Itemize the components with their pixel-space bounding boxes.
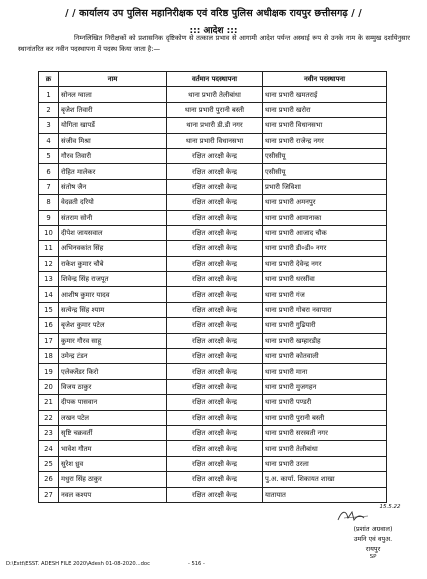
row-new-posting: थाना प्रभारी मुजगहन	[263, 379, 387, 394]
row-name: उमेन्द्र टंडन	[59, 349, 167, 364]
table-row	[39, 441, 387, 456]
row-current-posting: थाना प्रभारी तेलीबांधा	[167, 87, 263, 102]
row-name: दीपेश जायसवाल	[59, 225, 167, 240]
row-serial: 14	[39, 287, 59, 302]
table-row	[39, 318, 387, 333]
row-current-posting: रक्षित आरक्षी केन्द्र	[167, 225, 263, 240]
row-current-posting: थाना प्रभारी डी.डी नगर	[167, 118, 263, 133]
row-new-posting: थाना प्रभारी गोबरा नवापारा	[263, 302, 387, 317]
row-new-posting: थाना प्रभारी कोतवाली	[263, 349, 387, 364]
row-name: सृष्टि चक्रवर्ती	[59, 425, 167, 440]
signatory-name: (प्रशांत अग्रवाल)	[353, 525, 393, 533]
table-row	[39, 195, 387, 210]
row-name: लखन पटेल	[59, 410, 167, 425]
row-serial: 5	[39, 148, 59, 163]
signatory-place: रायपुर	[365, 545, 381, 553]
row-new-posting: थाना प्रभारी देवेन्द्र नगर	[263, 256, 387, 271]
row-name: सुरेश ध्रुव	[59, 456, 167, 471]
row-serial: 10	[39, 225, 59, 240]
table-row	[39, 410, 387, 425]
row-current-posting: रक्षित आरक्षी केन्द्र	[167, 272, 263, 287]
table-row	[39, 333, 387, 348]
row-serial: 25	[39, 456, 59, 471]
order-paragraph-text: निम्नलिखित निरीक्षकों को प्रशासनिक दृष्टिकोण से तत्काल प्रभाव से आगामी आदेश पर्यन्त अस्थाई रूप से उनके नाम के सम्मुख दर्शायेनुसार स्थानांतरित कर नवीन पदस्थापना में पदस्थ किया जाता है:—	[18, 34, 410, 53]
row-serial: 26	[39, 472, 59, 487]
footer	[6, 561, 306, 567]
row-name: योगिता खापर्डे	[59, 118, 167, 133]
row-current-posting: रक्षित आरक्षी केन्द्र	[167, 410, 263, 425]
row-name: सत्येन्द्र सिंह श्याम	[59, 302, 167, 317]
row-new-posting: थाना प्रभारी सरस्वती नगर	[263, 425, 387, 440]
row-serial: 6	[39, 164, 59, 179]
table-row	[39, 425, 387, 440]
table-row	[39, 148, 387, 163]
row-new-posting: थाना प्रभारी पुरानी बस्ती	[263, 410, 387, 425]
table-row	[39, 133, 387, 148]
row-name: संतोष जैन	[59, 179, 167, 194]
row-current-posting: रक्षित आरक्षी केन्द्र	[167, 179, 263, 194]
row-current-posting: रक्षित आरक्षी केन्द्र	[167, 287, 263, 302]
row-name: भावेश गौतम	[59, 441, 167, 456]
header-serial: क्र	[39, 72, 59, 87]
row-new-posting: थाना प्रभारी पण्डरी	[263, 395, 387, 410]
row-current-posting: रक्षित आरक्षी केन्द्र	[167, 210, 263, 225]
table-row	[39, 241, 387, 256]
row-name: वेदव्रती दरियो	[59, 195, 167, 210]
row-name: विजय ठाकुर	[59, 379, 167, 394]
row-current-posting: रक्षित आरक्षी केन्द्र	[167, 364, 263, 379]
table-row	[39, 472, 387, 487]
row-name: एलेक्जेंडर किरो	[59, 364, 167, 379]
row-current-posting: रक्षित आरक्षी केन्द्र	[167, 487, 263, 502]
row-name: कुमार गौरव साहू	[59, 333, 167, 348]
table-row	[39, 256, 387, 271]
header-current-posting: वर्तमान पदस्थापना	[167, 72, 263, 87]
row-serial: 13	[39, 272, 59, 287]
row-name: आशीष कुमार यादव	[59, 287, 167, 302]
row-current-posting: रक्षित आरक्षी केन्द्र	[167, 379, 263, 394]
row-name: नवल कश्यप	[59, 487, 167, 502]
row-current-posting: रक्षित आरक्षी केन्द्र	[167, 456, 263, 471]
row-new-posting: थाना प्रभारी डी०डी० नगर	[263, 241, 387, 256]
row-new-posting: थाना प्रभारी गंज	[263, 287, 387, 302]
table-row	[39, 179, 387, 194]
office-header: / / कार्यालय उप पुलिस महानिरीक्षक एवं वरिष्ठ पुलिस अधीक्षक रायपुर छत्तीसगढ़ / /	[65, 8, 362, 19]
row-serial: 19	[39, 364, 59, 379]
row-current-posting: रक्षित आरक्षी केन्द्र	[167, 395, 263, 410]
row-current-posting: रक्षित आरक्षी केन्द्र	[167, 441, 263, 456]
row-name: बृजेश कुमार पटेल	[59, 318, 167, 333]
row-current-posting: रक्षित आरक्षी केन्द्र	[167, 148, 263, 163]
row-new-posting: पु.अ. कार्या. शिकायत शाखा	[263, 472, 387, 487]
row-current-posting: रक्षित आरक्षी केन्द्र	[167, 318, 263, 333]
row-serial: 9	[39, 210, 59, 225]
table-row	[39, 456, 387, 471]
row-new-posting: एसीसीयू	[263, 164, 387, 179]
table-row	[39, 302, 387, 317]
row-serial: 8	[39, 195, 59, 210]
row-serial: 20	[39, 379, 59, 394]
table-row	[39, 164, 387, 179]
row-new-posting: थाना प्रभारी आजाद चौक	[263, 225, 387, 240]
row-name: गौरव तिवारी	[59, 148, 167, 163]
table-row	[39, 118, 387, 133]
row-name: सोनल ग्वाला	[59, 87, 167, 102]
row-new-posting: थाना प्रभारी राजेन्द्र नगर	[263, 133, 387, 148]
header-new-posting: नवीन पदस्थापना	[263, 72, 387, 87]
row-name: राकेश कुमार चौबे	[59, 256, 167, 271]
row-serial: 22	[39, 410, 59, 425]
table-header-row	[39, 72, 387, 87]
row-current-posting: रक्षित आरक्षी केन्द्र	[167, 241, 263, 256]
row-name: दीपक पासवान	[59, 395, 167, 410]
row-current-posting: रक्षित आरक्षी केन्द्र	[167, 302, 263, 317]
row-serial: 1	[39, 87, 59, 102]
table-row	[39, 87, 387, 102]
table-row	[39, 102, 387, 117]
row-current-posting: रक्षित आरक्षी केन्द्र	[167, 195, 263, 210]
row-new-posting: थाना प्रभारी आमानाका	[263, 210, 387, 225]
row-current-posting: रक्षित आरक्षी केन्द्र	[167, 333, 263, 348]
row-serial: 24	[39, 441, 59, 456]
row-serial: 3	[39, 118, 59, 133]
row-name: बृजेश तिवारी	[59, 102, 167, 117]
row-current-posting: रक्षित आरक्षी केन्द्र	[167, 472, 263, 487]
row-current-posting: रक्षित आरक्षी केन्द्र	[167, 164, 263, 179]
row-new-posting: थाना प्रभारी खमतराई	[263, 87, 387, 102]
row-serial: 11	[39, 241, 59, 256]
row-new-posting: थाना प्रभारी उरला	[263, 456, 387, 471]
row-new-posting: थाना प्रभारी तेलीबांधा	[263, 441, 387, 456]
row-current-posting: रक्षित आरक्षी केन्द्र	[167, 349, 263, 364]
row-name: संजीव मिश्रा	[59, 133, 167, 148]
row-name: शिवेन्द्र सिंह राजपूत	[59, 272, 167, 287]
row-serial: 16	[39, 318, 59, 333]
table-row	[39, 225, 387, 240]
row-current-posting: रक्षित आरक्षी केन्द्र	[167, 256, 263, 271]
row-current-posting: रक्षित आरक्षी केन्द्र	[167, 425, 263, 440]
file-path: D:\Estt\ESST. ADESH FILE 2020\Adesh 01-08-2020...doc	[6, 561, 150, 567]
table-row	[39, 395, 387, 410]
transfer-table	[38, 71, 387, 503]
table-row	[39, 272, 387, 287]
row-new-posting: थाना प्रभारी खरोरा	[263, 102, 387, 117]
row-serial: 17	[39, 333, 59, 348]
row-current-posting: थाना प्रभारी विधानसभा	[167, 133, 263, 148]
row-new-posting: थाना प्रभारी माना	[263, 364, 387, 379]
signatory-post: SP	[369, 554, 377, 560]
page-number: - 516 -	[187, 561, 205, 567]
table-row	[39, 379, 387, 394]
row-name: रोहित मालेकर	[59, 164, 167, 179]
row-new-posting: प्रभारी जिविशा	[263, 179, 387, 194]
table-row	[39, 349, 387, 364]
row-serial: 27	[39, 487, 59, 502]
row-new-posting: थाना प्रभारी गुढियारी	[263, 318, 387, 333]
table-row	[39, 287, 387, 302]
row-name: मधुरा सिंह ठाकुर	[59, 472, 167, 487]
row-serial: 2	[39, 102, 59, 117]
row-serial: 4	[39, 133, 59, 148]
signature-date: 15.5.22	[379, 504, 401, 510]
signatory-designation: उमनि एवं वपुअ.	[353, 535, 393, 543]
row-name: संतराम सोनी	[59, 210, 167, 225]
table-row	[39, 364, 387, 379]
row-new-posting: थाना प्रभारी विधानसभा	[263, 118, 387, 133]
row-new-posting: थाना प्रभारी खम्हारडीह	[263, 333, 387, 348]
row-serial: 15	[39, 302, 59, 317]
row-new-posting: थाना प्रभारी धरसींवा	[263, 272, 387, 287]
row-current-posting: थाना प्रभारी पुरानी बस्ती	[167, 102, 263, 117]
row-name: अभिनवकांत सिंह	[59, 241, 167, 256]
row-serial: 7	[39, 179, 59, 194]
table-row	[39, 210, 387, 225]
row-serial: 23	[39, 425, 59, 440]
header-name: नाम	[59, 72, 167, 87]
row-new-posting: यातायात	[263, 487, 387, 502]
order-paragraph	[18, 33, 410, 55]
row-new-posting: थाना प्रभारी अमनपुर	[263, 195, 387, 210]
row-serial: 18	[39, 349, 59, 364]
row-serial: 12	[39, 256, 59, 271]
row-new-posting: एसीसीयू	[263, 148, 387, 163]
order-title: ::: आदेश :::	[189, 26, 238, 36]
table-row	[39, 487, 387, 502]
row-serial: 21	[39, 395, 59, 410]
